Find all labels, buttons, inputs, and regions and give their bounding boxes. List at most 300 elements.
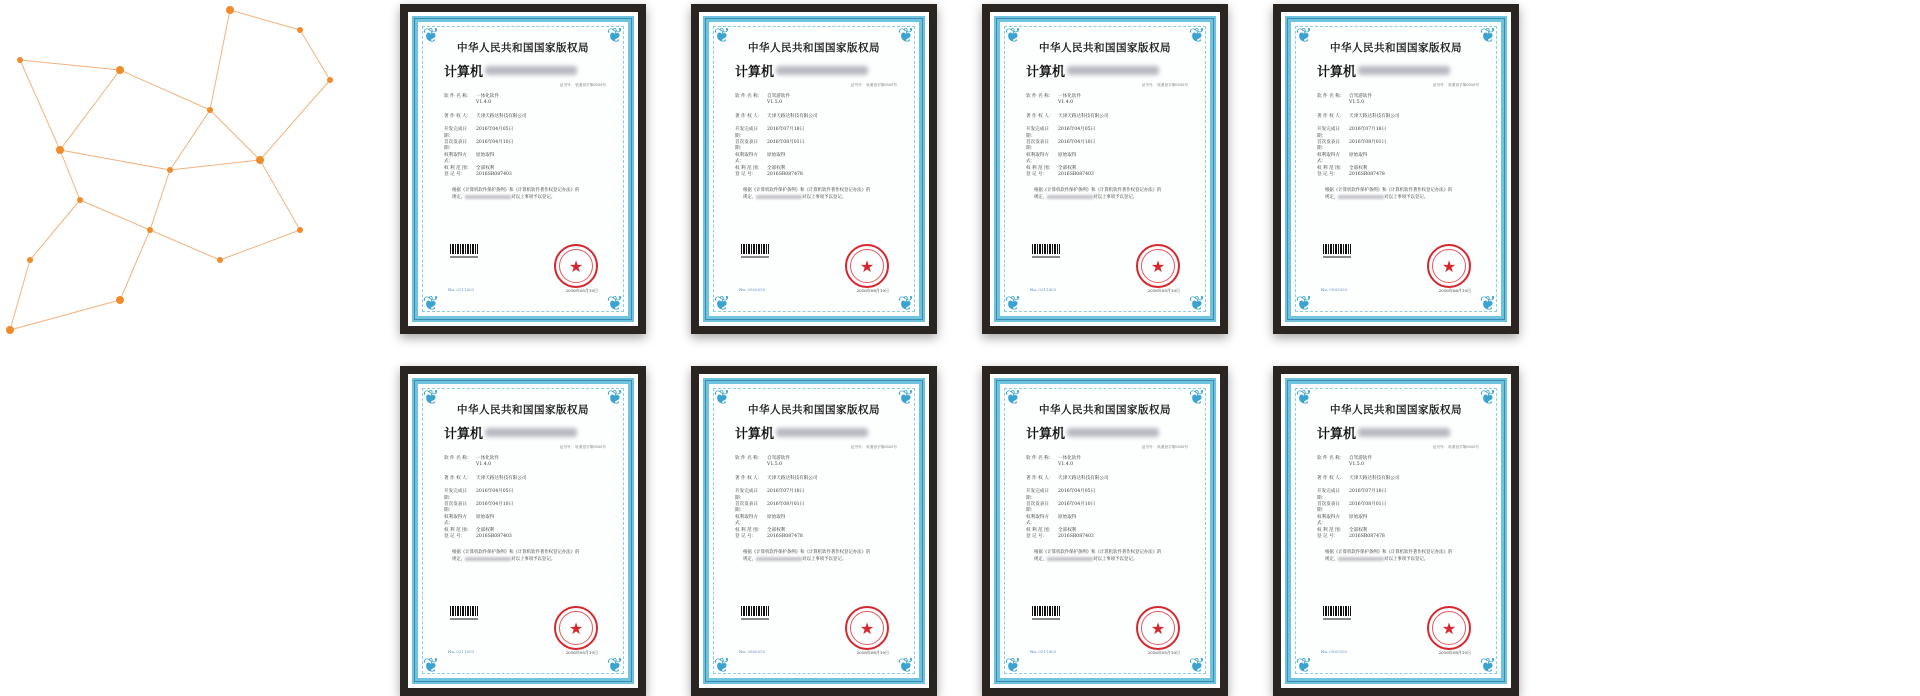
cert-field [735, 172, 907, 178]
network-line [20, 60, 60, 150]
statement-line-1: 根据《计算机软件保护条例》和《计算机软件著作权登记办法》的 [1034, 188, 1162, 194]
ornament-icon: ❦ [713, 291, 731, 315]
network-line [220, 230, 300, 260]
certificate-frame[interactable] [400, 4, 646, 334]
barcode-icon [1032, 606, 1060, 616]
field-label: 首次发表日期： [735, 502, 758, 514]
field-value: 原始取得 [767, 152, 786, 158]
barcode-icon [1323, 606, 1351, 616]
field-value: 自驾游软件 [767, 456, 790, 461]
certificate-number: 证书号： 软著登字第0555号 [850, 445, 897, 449]
certificate-title-row [1012, 423, 1198, 442]
barcode-caption [741, 618, 769, 620]
ornament-icon: ❦ [1295, 653, 1313, 677]
field-value: 原始取得 [1058, 152, 1077, 158]
certificate [412, 378, 634, 684]
barcode-icon [450, 244, 478, 254]
statement-line-2: 规定， 对以上事项予以登记。 [452, 557, 556, 563]
field-value: 2016SR087403 [1058, 172, 1094, 178]
barcode-caption [1323, 618, 1351, 620]
statement-line-2: 规定， 对以上事项予以登记。 [452, 195, 556, 201]
field-value: V1.5.0 [1349, 100, 1365, 106]
cert-field [1317, 489, 1489, 502]
cert-field [1317, 502, 1489, 515]
ornament-icon: ❦ [1479, 23, 1497, 47]
field-value: V1.4.0 [476, 100, 492, 106]
field-label: 开发完成日期： [735, 127, 758, 139]
ornament-icon: ❦ [713, 23, 731, 47]
network-line [150, 170, 170, 230]
field-value: 一体化软件 [476, 456, 499, 461]
certificate-fields [721, 456, 907, 540]
redacted-text [756, 557, 802, 561]
field-value: V1.5.0 [1349, 462, 1365, 468]
field-label: 权利取得方式： [444, 152, 467, 165]
ornament-icon: ❦ [422, 653, 440, 677]
certificate [412, 16, 634, 322]
statement-line-1: 根据《计算机软件保护条例》和《计算机软件著作权登记办法》的 [452, 550, 580, 556]
cert-field [444, 140, 616, 153]
serial-number: No. 0311803 [448, 287, 475, 292]
certificate-title-row [1303, 423, 1489, 442]
network-line [210, 110, 260, 160]
field-value: 2016年07月18日 [1349, 127, 1387, 133]
certificate-title-row [430, 61, 616, 80]
serial-number: No. 0565055 [739, 287, 766, 292]
cert-field [735, 534, 907, 540]
field-label: 权 利 范 围： [444, 527, 472, 533]
field-label: 软 件 名 称： [444, 456, 472, 461]
redacted-title [1358, 428, 1450, 437]
certificate-frame[interactable] [400, 366, 646, 696]
ornament-icon: ❦ [1295, 23, 1313, 47]
certificate-frame[interactable] [982, 4, 1228, 334]
field-label: 权 利 范 围： [735, 527, 763, 533]
certificate-grid [400, 4, 1519, 696]
red-star-seal-icon: ★ [554, 606, 598, 650]
network-line [210, 10, 230, 110]
ornament-icon: ❦ [1295, 291, 1313, 315]
barcode-caption [741, 256, 769, 258]
field-label: 首次发表日期： [1026, 502, 1049, 514]
statement-line-2: 规定， 对以上事项予以登记。 [743, 557, 847, 563]
field-value: V1.4.0 [1058, 100, 1074, 106]
network-node [207, 107, 213, 113]
issuing-authority: 中华人民共和国国家版权局 [457, 404, 589, 416]
issue-date: 2016年08月10日 [1438, 650, 1471, 655]
certificate-mat [699, 12, 929, 326]
field-value: V1.4.0 [476, 462, 492, 468]
field-value: 全部权利 [767, 165, 786, 171]
field-value: V1.4.0 [1058, 462, 1074, 468]
field-value: 一体化软件 [1058, 456, 1081, 461]
cert-field [1317, 153, 1489, 166]
red-star-seal-icon: ★ [845, 244, 889, 288]
cert-field [1317, 140, 1489, 153]
network-line [170, 160, 260, 170]
redacted-title [776, 428, 868, 437]
certificate [703, 378, 925, 684]
field-label: 权 利 范 围： [1026, 527, 1054, 533]
certificate-frame[interactable] [1273, 4, 1519, 334]
ornament-icon: ❦ [1295, 385, 1313, 409]
certificate [994, 378, 1216, 684]
cert-field [444, 153, 616, 166]
field-value: 2016SR087478 [767, 172, 803, 178]
cert-field [735, 140, 907, 153]
statement-line-1: 根据《计算机软件保护条例》和《计算机软件著作权登记办法》的 [1325, 188, 1453, 194]
field-value: 2016年07月18日 [767, 127, 805, 133]
network-node [226, 6, 234, 14]
certificate-statement [1303, 550, 1489, 563]
statement-line-2: 规定， 对以上事项予以登记。 [743, 195, 847, 201]
field-label: 登 记 号： [1317, 534, 1339, 540]
field-label: 开发完成日期： [444, 489, 467, 501]
certificate-mat [408, 12, 638, 326]
field-label: 登 记 号： [1026, 534, 1048, 540]
cert-field [1026, 502, 1198, 515]
certificate-title: 计算机 [444, 65, 484, 80]
redacted-title [485, 66, 577, 75]
serial-number: No. 0565055 [1321, 287, 1348, 292]
field-value: 原始取得 [1349, 514, 1368, 520]
network-line [30, 200, 80, 260]
statement-line-2: 规定， 对以上事项予以登记。 [1325, 557, 1429, 563]
field-label: 权 利 范 围： [444, 165, 472, 171]
field-label: 软 件 名 称： [1317, 456, 1345, 461]
certificate-frame[interactable] [1273, 366, 1519, 696]
statement-line-2: 规定， 对以上事项予以登记。 [1325, 195, 1429, 201]
cert-field [735, 127, 907, 140]
ornament-icon: ❦ [1188, 291, 1206, 315]
cert-field [444, 515, 616, 528]
cert-field [1026, 172, 1198, 178]
field-value: 原始取得 [476, 514, 495, 520]
field-value: 2016SR087478 [1349, 534, 1385, 540]
issuing-authority: 中华人民共和国国家版权局 [1039, 42, 1171, 54]
ornament-icon: ❦ [606, 653, 624, 677]
certificate-number: 证书号： 软著登字第0555号 [559, 445, 606, 449]
network-node [6, 326, 14, 334]
network-node [17, 57, 23, 63]
field-label: 著 作 权 人： [1317, 113, 1345, 119]
field-label: 首次发表日期： [444, 502, 467, 514]
certificate-fields [1012, 94, 1198, 178]
ornament-icon: ❦ [422, 23, 440, 47]
certificate-number: 证书号： 软著登字第0555号 [1141, 445, 1188, 449]
cert-field [1317, 534, 1489, 540]
field-label: 登 记 号： [735, 172, 757, 178]
network-line [230, 10, 300, 30]
certificate-statement [721, 188, 907, 201]
field-label: 著 作 权 人： [1317, 475, 1345, 481]
network-line [20, 60, 120, 70]
certificate-number: 证书号： 软著登字第0555号 [559, 83, 606, 87]
field-label: 首次发表日期： [1026, 140, 1049, 152]
certificate-frame[interactable] [982, 366, 1228, 696]
cert-field [444, 502, 616, 515]
field-value: 全部权利 [1349, 527, 1368, 533]
field-value: 2016年04月05日 [1058, 127, 1096, 133]
redacted-text [1338, 557, 1384, 561]
ornament-icon: ❦ [1188, 385, 1206, 409]
field-value: 原始取得 [476, 152, 495, 158]
field-label: 著 作 权 人： [735, 113, 763, 119]
field-value: 天津天路达科技有限公司 [767, 475, 818, 481]
field-label: 软 件 名 称： [444, 94, 472, 99]
field-value: 2016年04月10日 [476, 140, 514, 146]
ornament-icon: ❦ [1188, 653, 1206, 677]
redacted-text [1047, 195, 1093, 199]
certificate-title: 计算机 [1026, 427, 1066, 442]
ornament-icon: ❦ [897, 385, 915, 409]
network-line [120, 70, 210, 110]
field-label: 权 利 范 围： [1317, 527, 1345, 533]
certificate-statement [721, 550, 907, 563]
red-star-seal-icon: ★ [1136, 244, 1180, 288]
barcode-icon [1032, 244, 1060, 254]
red-star-seal-icon: ★ [554, 244, 598, 288]
ornament-icon: ❦ [897, 653, 915, 677]
field-label [444, 100, 476, 106]
redacted-title [485, 428, 577, 437]
certificate-title: 计算机 [1317, 427, 1357, 442]
field-value: 2016年08月01日 [1349, 502, 1387, 508]
barcode-icon [741, 606, 769, 616]
field-label: 开发完成日期： [735, 489, 758, 501]
network-node [167, 167, 173, 173]
ornament-icon: ❦ [1004, 291, 1022, 315]
cert-field [444, 172, 616, 178]
field-label: 权利取得方式： [735, 152, 758, 165]
network-line [60, 150, 170, 170]
statement-line-2: 规定， 对以上事项予以登记。 [1034, 195, 1138, 201]
cert-field [1026, 153, 1198, 166]
redacted-text [756, 195, 802, 199]
field-label: 首次发表日期： [1317, 502, 1340, 514]
serial-number: No. 0565055 [1321, 649, 1348, 654]
barcode-icon [741, 244, 769, 254]
field-label: 权利取得方式： [444, 514, 467, 527]
ornament-icon: ❦ [1004, 653, 1022, 677]
ornament-icon: ❦ [897, 23, 915, 47]
issue-date: 2016年05月10日 [1147, 650, 1180, 655]
field-value: 自驾游软件 [767, 94, 790, 99]
certificate-fields [721, 94, 907, 178]
issuing-authority: 中华人民共和国国家版权局 [457, 42, 589, 54]
network-line [170, 110, 210, 170]
cert-field [1317, 127, 1489, 140]
certificate-title-row [1012, 61, 1198, 80]
field-value: 天津天路达科技有限公司 [1058, 113, 1109, 119]
network-node [256, 156, 264, 164]
certificate-title-row [721, 423, 907, 442]
field-value: 全部权利 [767, 527, 786, 533]
field-label: 著 作 权 人： [444, 475, 472, 481]
certificate-mat [1281, 374, 1511, 688]
certificate-title: 计算机 [735, 427, 775, 442]
issue-date: 2016年05月10日 [565, 288, 598, 293]
field-value: 2016年08月01日 [767, 140, 805, 146]
barcode-caption [1032, 618, 1060, 620]
certificate-statement [430, 188, 616, 201]
certificate-statement [1303, 188, 1489, 201]
field-label: 首次发表日期： [1317, 140, 1340, 152]
field-label [1317, 100, 1349, 106]
ornament-icon: ❦ [1188, 23, 1206, 47]
barcode-caption [450, 256, 478, 258]
barcode-caption [1323, 256, 1351, 258]
field-label: 开发完成日期： [1317, 489, 1340, 501]
barcode-caption [450, 618, 478, 620]
ornament-icon: ❦ [1004, 385, 1022, 409]
field-value: V1.5.0 [767, 462, 783, 468]
field-label: 首次发表日期： [735, 140, 758, 152]
serial-number: No. 0311803 [448, 649, 475, 654]
network-line [260, 160, 300, 230]
certificate-title: 计算机 [735, 65, 775, 80]
field-label: 登 记 号： [735, 534, 757, 540]
field-value: 天津天路达科技有限公司 [476, 475, 527, 481]
field-value: 天津天路达科技有限公司 [476, 113, 527, 119]
barcode-caption [1032, 256, 1060, 258]
certificate-mat [990, 374, 1220, 688]
certificate-title: 计算机 [1317, 65, 1357, 80]
field-label: 首次发表日期： [444, 140, 467, 152]
ornament-icon: ❦ [422, 291, 440, 315]
field-label [1026, 100, 1058, 106]
redacted-text [1338, 195, 1384, 199]
field-value: 2016年08月01日 [1349, 140, 1387, 146]
network-line [60, 70, 120, 150]
field-value: 一体化软件 [1058, 94, 1081, 99]
statement-line-1: 根据《计算机软件保护条例》和《计算机软件著作权登记办法》的 [743, 188, 871, 194]
ornament-icon: ❦ [606, 291, 624, 315]
certificate-frame[interactable] [691, 4, 937, 334]
network-node [27, 257, 33, 263]
field-value: 2016年07月18日 [767, 489, 805, 495]
field-value: 2016SR087403 [476, 534, 512, 540]
network-line [10, 260, 30, 330]
issue-date: 2016年08月10日 [856, 650, 889, 655]
field-value: 2016年04月10日 [1058, 140, 1096, 146]
statement-line-1: 根据《计算机软件保护条例》和《计算机软件著作权登记办法》的 [452, 188, 580, 194]
redacted-text [465, 195, 511, 199]
certificate-title-row [721, 61, 907, 80]
field-value: 全部权利 [476, 527, 495, 533]
field-label: 软 件 名 称： [735, 94, 763, 99]
field-label: 软 件 名 称： [1317, 94, 1345, 99]
field-label: 登 记 号： [1026, 172, 1048, 178]
certificate-fields [1303, 94, 1489, 178]
field-label: 权利取得方式： [1317, 514, 1340, 527]
cert-field [735, 502, 907, 515]
certificate [1285, 378, 1507, 684]
barcode-icon [450, 606, 478, 616]
field-value: 2016年04月05日 [476, 127, 514, 133]
redacted-text [1047, 557, 1093, 561]
network-node [297, 27, 303, 33]
network-line [300, 30, 330, 80]
issue-date: 2016年05月10日 [1147, 288, 1180, 293]
serial-number: No. 0565055 [739, 649, 766, 654]
redacted-title [1067, 66, 1159, 75]
field-value: 2016SR087478 [1349, 172, 1385, 178]
field-label: 登 记 号： [444, 172, 466, 178]
network-node [217, 257, 223, 263]
field-value: 原始取得 [1349, 152, 1368, 158]
issuing-authority: 中华人民共和国国家版权局 [1330, 404, 1462, 416]
certificate-title: 计算机 [1026, 65, 1066, 80]
barcode-icon [1323, 244, 1351, 254]
network-node [297, 227, 303, 233]
field-label: 开发完成日期： [1026, 489, 1049, 501]
certificate-title-row [430, 423, 616, 442]
issuing-authority: 中华人民共和国国家版权局 [1039, 404, 1171, 416]
certificate-title: 计算机 [444, 427, 484, 442]
ornament-icon: ❦ [606, 23, 624, 47]
ornament-icon: ❦ [422, 385, 440, 409]
issue-date: 2016年05月10日 [565, 650, 598, 655]
cert-field [735, 489, 907, 502]
field-label: 开发完成日期： [1317, 127, 1340, 139]
cert-field [1026, 489, 1198, 502]
field-value: 原始取得 [1058, 514, 1077, 520]
certificate [703, 16, 925, 322]
field-value: 2016年08月01日 [767, 502, 805, 508]
ornament-icon: ❦ [1004, 23, 1022, 47]
certificate [994, 16, 1216, 322]
field-value: 自驾游软件 [1349, 94, 1372, 99]
red-star-seal-icon: ★ [1427, 606, 1471, 650]
ornament-icon: ❦ [606, 385, 624, 409]
field-label: 权利取得方式： [735, 514, 758, 527]
cert-field [735, 153, 907, 166]
certificate-frame[interactable] [691, 366, 937, 696]
ornament-icon: ❦ [1479, 291, 1497, 315]
field-value: V1.5.0 [767, 100, 783, 106]
issuing-authority: 中华人民共和国国家版权局 [1330, 42, 1462, 54]
network-node [56, 146, 64, 154]
redacted-title [776, 66, 868, 75]
field-label: 权利取得方式： [1317, 152, 1340, 165]
field-value: 2016年04月05日 [1058, 489, 1096, 495]
field-label: 著 作 权 人： [444, 113, 472, 119]
field-label: 权 利 范 围： [1317, 165, 1345, 171]
certificate-number: 证书号： 软著登字第0555号 [850, 83, 897, 87]
field-value: 一体化软件 [476, 94, 499, 99]
red-star-seal-icon: ★ [845, 606, 889, 650]
certificate-statement [1012, 188, 1198, 201]
network-node [327, 77, 333, 83]
statement-line-2: 规定， 对以上事项予以登记。 [1034, 557, 1138, 563]
cert-field [1317, 515, 1489, 528]
cert-field [444, 489, 616, 502]
field-value: 2016年07月18日 [1349, 489, 1387, 495]
certificate-mat [408, 374, 638, 688]
certificate [1285, 16, 1507, 322]
network-line [10, 300, 120, 330]
network-line [120, 230, 150, 300]
red-star-seal-icon: ★ [1427, 244, 1471, 288]
field-label: 软 件 名 称： [1026, 94, 1054, 99]
background-network-graphic [0, 0, 420, 400]
certificate-mat [699, 374, 929, 688]
redacted-title [1067, 428, 1159, 437]
cert-field [1026, 534, 1198, 540]
network-node [116, 296, 124, 304]
certificate-mat [990, 12, 1220, 326]
